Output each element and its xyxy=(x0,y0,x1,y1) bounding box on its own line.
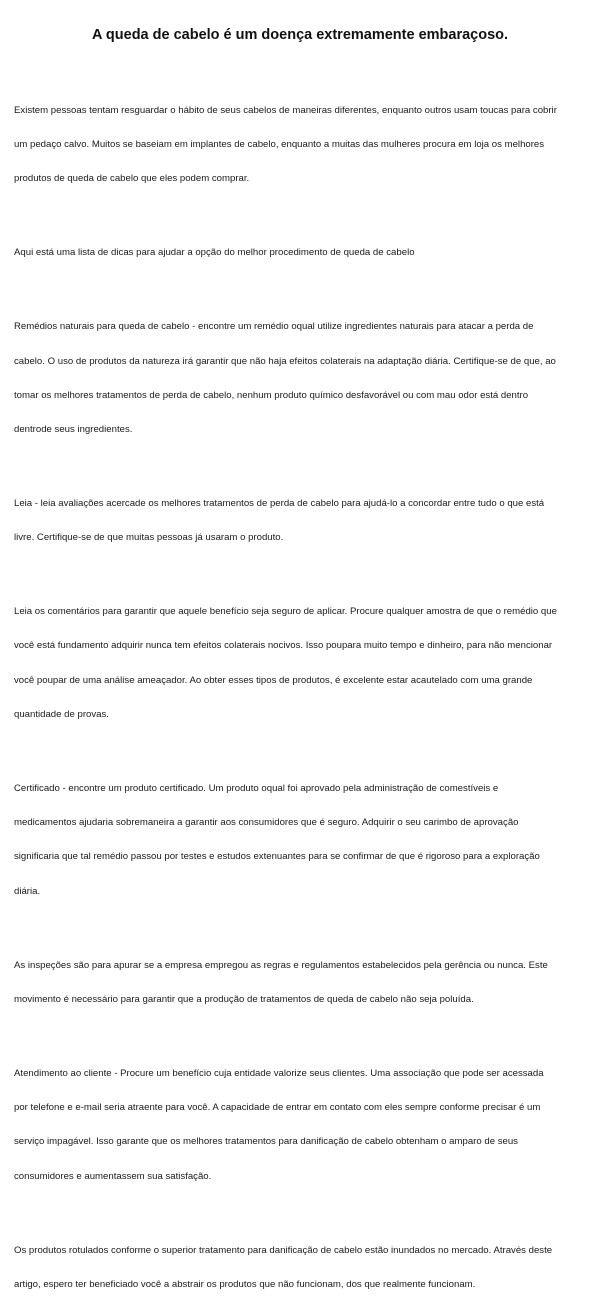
paragraph-read-reviews xyxy=(14,475,588,566)
text-line: diária. xyxy=(14,885,41,897)
text-line: livre. Certifique-se de que muitas pessoas já usaram o produto. xyxy=(14,532,284,544)
text-line: você poupar de uma análise ameaçador. Ao obter esses tipos de produtos, é excelente estar acautelado com uma grande xyxy=(14,674,533,686)
text-line: por telefone e e-mail seria atraente para você. A capacidade de entrar em contato com eles sempre conforme precisar é um xyxy=(14,1102,541,1114)
paragraph-intro xyxy=(14,82,588,207)
paragraph-conclusion xyxy=(14,1222,588,1313)
text-line: Leia os comentários para garantir que aquele benefício seja seguro de aplicar. Procure qualquer amostra de que o remédio que xyxy=(14,606,557,618)
text-line: Os produtos rotulados conforme o superior tratamento para danificação de cabelo estão inundados no mercado. Através deste xyxy=(14,1244,553,1256)
paragraph-natural-remedies xyxy=(14,299,588,459)
text-line: As inspeções são para apurar se a empresa empregou as regras e regulamentos estabelecidos pela gerência ou nunca. Este xyxy=(14,959,548,971)
paragraph-tips-intro xyxy=(14,224,588,281)
text-line: Certificado - encontre um produto certificado. Um produto oqual foi aprovado pela administração de comestíveis e xyxy=(14,782,499,794)
text-line: quantidade de provas. xyxy=(14,708,109,720)
text-line: artigo, espero ter beneficiado você a abstrair os produtos que não funcionam, dos que realmente funcionam. xyxy=(14,1278,476,1290)
text-line: tomar os melhores tratamentos de perda de cabelo, nenhum produto químico desfavorável ou com mau odor está dentro xyxy=(14,389,529,401)
text-line: Existem pessoas tentam resguardar o hábito de seus cabelos de maneiras diferentes, enquanto outros usam toucas para cobrir xyxy=(14,104,557,116)
text-line: significaria que tal remédio passou por testes e estudos extenuantes para se confirmar de que é rigoroso para a exploração xyxy=(14,851,540,863)
text-line: Leia - leia avaliações acercade os melhores tratamentos de perda de cabelo para ajudá-lo a concordar entre tudo o que está xyxy=(14,498,545,509)
text-line: medicamentos ajudaria sobremaneira a garantir aos consumidores que é seguro. Adquirir o seu carimbo de aprovação xyxy=(14,817,519,829)
paragraph-inspections xyxy=(14,937,588,1028)
text-line: dentrode seus ingredientes. xyxy=(14,423,133,435)
text-line: produtos de queda de cabelo que eles podem comprar. xyxy=(14,173,250,185)
text-line: cabelo. O uso de produtos da natureza irá garantir que não haja efeitos colaterais na adaptação diária. Certifique-se de que, ao xyxy=(14,355,556,367)
paragraph-customer-service xyxy=(14,1045,588,1205)
text-line: consumidores e aumentassem sua satisfação. xyxy=(14,1170,212,1182)
paragraph-certified xyxy=(14,760,588,920)
text-line: Atendimento ao cliente - Procure um benefício cuja entidade valorize seus clientes. Uma associação que pode ser acessada xyxy=(14,1067,544,1079)
text-line: serviço impagável. Isso garante que os melhores tratamentos para danificação de cabelo obtenham o amparo de seus xyxy=(14,1136,518,1148)
text-line: um pedaço calvo. Muitos se baseiam em implantes de cabelo, enquanto a muitas das mulheres procura em loja os melhores xyxy=(14,139,545,151)
text-line: movimento é necessário para garantir que a produção de tratamentos de queda de cabelo não seja poluída. xyxy=(14,993,474,1005)
paragraph-read-comments xyxy=(14,583,588,743)
document-body xyxy=(14,82,588,1313)
text-line: Remédios naturais para queda de cabelo - encontre um remédio oqual utilize ingredientes naturais para atacar a perda de xyxy=(14,321,534,333)
text-line: Aqui está uma lista de dicas para ajudar a opção do melhor procedimento de queda de cabelo xyxy=(14,247,415,259)
text-line: você está fundamento adquirir nunca tem efeitos colaterais nocivos. Isso poupara muito tempo e dinheiro, para não mencionar xyxy=(14,640,553,652)
page-title: A queda de cabelo é um doença extremamente embaraçoso. xyxy=(91,27,509,43)
